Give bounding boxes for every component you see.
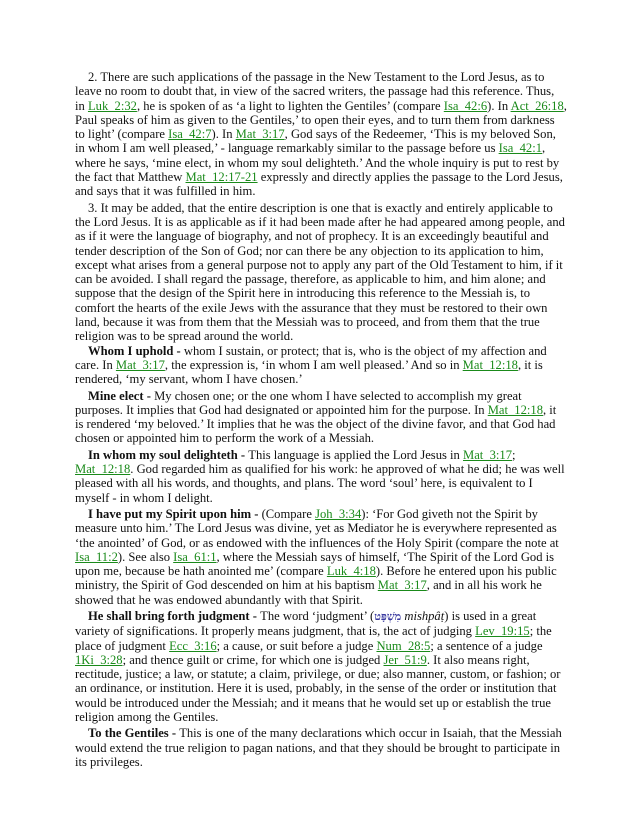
- scripture-reference-link[interactable]: Mat_3:17: [377, 578, 427, 593]
- scripture-reference-link[interactable]: Isa_61:1: [173, 549, 217, 564]
- text-run: My chosen one; or the one whom I have selected to accomplish my great purposes. It implies that God had designated or appointed him for the purpose. In: [75, 388, 522, 417]
- scripture-reference-link[interactable]: Lev_19:15: [475, 624, 530, 639]
- text-run: ). See also: [117, 549, 174, 564]
- scripture-reference-link[interactable]: Isa_11:2: [75, 549, 118, 564]
- scripture-reference-link[interactable]: Act_26:18: [510, 98, 564, 113]
- paragraph-soul-delighteth: [75, 448, 567, 505]
- scripture-reference-link[interactable]: Isa_42:7: [168, 127, 212, 142]
- term-heading: He shall bring forth judgment -: [88, 608, 261, 623]
- text-run: (Compare: [261, 506, 316, 521]
- paragraph-whom-i-uphold: [75, 344, 567, 387]
- scripture-reference-link[interactable]: Joh_3:34: [315, 506, 362, 521]
- transliteration: mishpâṭ: [404, 608, 445, 623]
- commentary-page: [75, 70, 567, 771]
- text-run: The word ‘judgment’ (: [260, 608, 375, 623]
- text-run: , and in all his work he showed that he was endowed abundantly with that Spirit.: [75, 578, 542, 607]
- text-run: expressly and directly applies the passage to the Lord Jesus, and says that it was fulfilled in him.: [75, 170, 563, 199]
- text-run: ;: [512, 447, 516, 462]
- text-run: whom I sustain, or protect; that is, who is the object of my affection and care. In: [75, 343, 547, 372]
- scripture-reference-link[interactable]: Mat_12:18: [462, 357, 518, 372]
- text-run: , Paul speaks of him as given to the Gentiles,’ to open their eyes, and to turn them from darkness to light’ (compare: [75, 98, 567, 142]
- text-run: ). In: [487, 98, 511, 113]
- text-run: This language is applied the Lord Jesus in: [248, 447, 464, 462]
- paragraph-bring-forth-judgment: [75, 609, 567, 724]
- paragraph-2: [75, 70, 567, 199]
- text-run: ; the place of judgment: [75, 624, 552, 653]
- term-heading: Whom I uphold -: [88, 343, 184, 358]
- text-run: . It also means right, rectitude, justice; a law, or statute; a claim, privilege, or due; also manner, custom, or fashion; or an ordinance, or institution. Here it is used, probably, in the sense of the order or institution that would be introduced under the Messiah; and it means that he would set up or establish the true religion among the Gentiles.: [75, 652, 561, 725]
- scripture-reference-link[interactable]: Num_28:5: [376, 638, 431, 653]
- text-run: , God says of the Redeemer, ‘This is my beloved Son, in whom I am well pleased,’ - language remarkably similar to the passage before us: [75, 127, 556, 156]
- paragraph-3: [75, 201, 567, 344]
- scripture-reference-link[interactable]: Isa_42:6: [443, 98, 488, 113]
- text-run: ) is used in a great variety of significations. It properly means judgment, that is, the act of judging: [75, 608, 537, 639]
- scripture-reference-link[interactable]: Mat_12:18: [75, 462, 131, 477]
- text-run: , it is rendered, ‘my servant, whom I have chosen.’: [75, 357, 543, 387]
- text-run: 2. There are such applications of the passage in the New Testament to the Lord Jesus, as to leave no room to doubt that, in view of the sacred writers, the passage had this reference. Thus, in: [75, 70, 555, 113]
- text-run: . God regarded him as qualified for his work: he approved of what he did; he was well pleased with all his words, and thoughts, and plans. The word ‘soul’ here, is equivalent to I myself - in whom I delight.: [75, 462, 565, 505]
- hebrew-word: מִשְׁפָּט: [374, 610, 402, 623]
- text-run: This is one of the many declarations which occur in Isaiah, that the Messiah would extend the true religion to pagan nations, and that they should be brought to participate in its privileges.: [75, 726, 562, 769]
- scripture-reference-link[interactable]: Mat_12:17-21: [185, 170, 258, 185]
- term-heading: Mine elect -: [88, 388, 155, 403]
- text-run: ). In: [211, 127, 236, 142]
- paragraph-mine-elect: [75, 389, 567, 446]
- scripture-reference-link[interactable]: 1Ki_3:28: [75, 652, 123, 667]
- text-run: ): ‘For God giveth not the Spirit by measure unto him.’ The Lord Jesus was divine, yet as Mediator he is everywhere represented as ‘the anointed’ of God, or as endowed with the influences of the Holy Spirit (compare the note at: [75, 506, 559, 550]
- scripture-reference-link[interactable]: Mat_12:18: [487, 402, 543, 417]
- text-run: , where the Messiah says of himself, ‘The Spirit of the Lord God is upon me, because be hath anointed me’ (compare: [75, 549, 555, 579]
- term-heading: In whom my soul delighteth -: [88, 447, 249, 462]
- text-run: , where he says, ‘mine elect, in whom my soul delighteth.’ And the whole inquiry is put to rest by the fact that Matthew: [75, 141, 560, 185]
- term-heading: I have put my Spirit upon him -: [88, 506, 262, 521]
- paragraph-spirit-upon-him: [75, 507, 567, 607]
- scripture-reference-link[interactable]: Isa_42:1: [498, 141, 542, 156]
- text-run: ). Before he entered upon his public ministry, the Spirit of God descended on him at his baptism: [75, 564, 557, 593]
- scripture-reference-link[interactable]: Jer_51:9: [383, 652, 427, 667]
- text-run: , he is spoken of as ‘a light to lighten the Gentiles’ (compare: [136, 98, 444, 113]
- term-heading: To the Gentiles -: [88, 726, 180, 741]
- text-run: , the expression is, ‘in whom I am well pleased.’ And so in: [164, 357, 463, 372]
- scripture-reference-link[interactable]: Ecc_3:16: [169, 638, 217, 653]
- scripture-reference-link[interactable]: Luk_4:18: [326, 564, 376, 579]
- text-run: , it is rendered ‘my beloved.’ It implies that he was the object of the divine favor, and that God had chosen or appointed him to perform the work of a Messiah.: [75, 402, 557, 446]
- text-run: ; and thence guilt or crime, for which one is judged: [122, 652, 384, 667]
- scripture-reference-link[interactable]: Mat_3:17: [463, 447, 512, 462]
- scripture-reference-link[interactable]: Luk_2:32: [87, 98, 137, 113]
- text-run: ; a sentence of a judge: [430, 638, 543, 653]
- scripture-reference-link[interactable]: Mat_3:17: [235, 127, 285, 142]
- scripture-reference-link[interactable]: Mat_3:17: [115, 357, 165, 372]
- text-run: 3. It may be added, that the entire description is one that is exactly and entirely applicable to the Lord Jesus. It is as applicable as if it had been made after he had appeared among people, and as if it were the language of biography, and not of prophecy. It is an exceedingly beautiful and tender description of the Son of God; nor can there be any objection to its application to him, except what arises from a general purpose not to apply any part of the Old Testament to him, if it can be avoided. I shall regard the passage, therefore, as applicable to him, and him alone; and suppose that the design of the Spirit here in introducing this reference to the Messiah is, to comfort the hearts of the exile Jews with the assurance that they must be restored to their own land, because it was from them that the Messiah was to proceed, and from them that the true religion was to be spread around the world.: [75, 200, 565, 344]
- paragraph-to-the-gentiles: [75, 726, 567, 769]
- text-run: ; a cause, or suit before a judge: [216, 638, 377, 653]
